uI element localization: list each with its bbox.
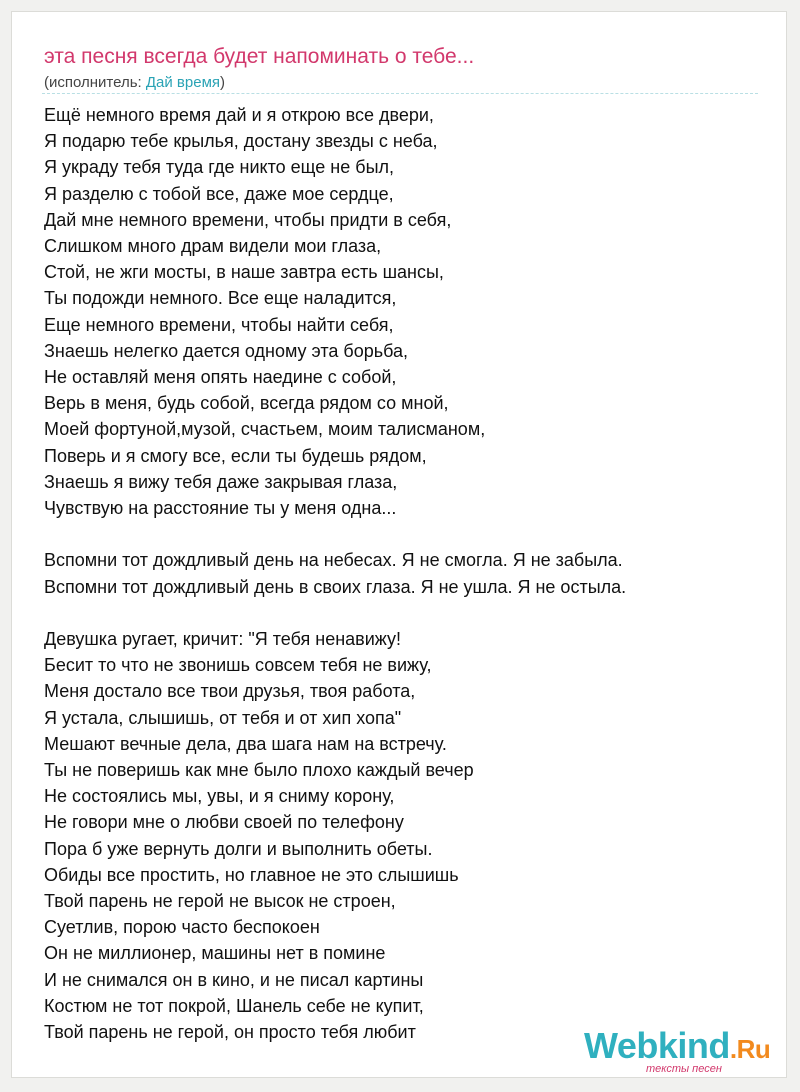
- lyrics-line: Знаешь нелегко дается одному эта борьба,: [44, 340, 408, 361]
- lyrics-line: Дай мне немного времени, чтобы придти в себя,: [44, 209, 452, 230]
- artist-link[interactable]: Дай время: [145, 74, 221, 91]
- artist-prefix: (исполнитель:: [44, 74, 146, 91]
- site-logo[interactable]: [584, 1027, 774, 1077]
- lyrics-line: Твой парень не герой, он просто тебя любит: [44, 1022, 416, 1043]
- lyrics-line: Слишком много драм видели мои глаза,: [44, 236, 382, 257]
- lyrics-line: Костюм не тот покрой, Шанель себе не купит,: [44, 995, 424, 1016]
- lyrics-line: Верь в меня, будь собой, всегда рядом со мной,: [44, 393, 449, 414]
- lyrics-line: Еще немного времени, чтобы найти себя,: [44, 314, 394, 335]
- logo-tagline: тексты песен: [646, 1063, 722, 1075]
- artist-line: [44, 73, 225, 93]
- lyrics-line: Суетлив, порою часто беспокоен: [44, 917, 320, 938]
- lyrics-stanza: [44, 626, 764, 1045]
- lyrics-line: Меня достало все твои друзья, твоя работа,: [44, 681, 416, 702]
- lyrics-line: Не оставляй меня опять наедине с собой,: [44, 367, 397, 388]
- lyrics-line: Мешают вечные дела, два шага нам на встречу.: [44, 733, 447, 754]
- lyrics-line: Моей фортуной,музой, счастьем, моим талисманом,: [44, 419, 486, 440]
- lyrics-line: Вспомни тот дождливый день на небесах. Я не смогла. Я не забыла.: [44, 550, 623, 571]
- lyrics-line: Бесит то что не звонишь совсем тебя не вижу,: [44, 655, 432, 676]
- lyrics-line: Поверь и я смогу все, если ты будешь рядом,: [44, 445, 427, 466]
- logo-main-text: Webkind: [584, 1025, 730, 1066]
- lyrics-line: Пора б уже вернуть долги и выполнить обеты.: [44, 838, 433, 859]
- lyrics-line: Он не миллионер, машины нет в помине: [44, 943, 386, 964]
- lyrics-line: Знаешь я вижу тебя даже закрывая глаза,: [44, 471, 398, 492]
- lyrics-stanza: [44, 547, 764, 599]
- lyrics-line: Я подарю тебе крылья, достану звезды с неба,: [44, 131, 438, 152]
- lyrics-line: И не снимался он в кино, и не писал картины: [44, 969, 424, 990]
- lyrics-line: Ещё немного время дай и я открою все двери,: [44, 105, 434, 125]
- lyrics-line: Чувствую на расстояние ты у меня одна...: [44, 498, 397, 519]
- logo-wordmark: [584, 1027, 770, 1068]
- dashed-divider: [42, 93, 758, 94]
- lyrics-line: Не состоялись мы, увы, и я сниму корону,: [44, 786, 395, 807]
- lyrics-line: Я украду тебя туда где никто еще не был,: [44, 157, 395, 178]
- lyrics-line: Ты подожди немного. Все еще наладится,: [44, 288, 397, 309]
- lyrics-stanza: [44, 102, 764, 521]
- lyrics-line: Не говори мне о любви своей по телефону: [44, 812, 404, 833]
- lyrics-line: Твой парень не герой не высок не строен,: [44, 891, 396, 912]
- lyrics-body: [44, 102, 764, 1071]
- song-title: эта песня всегда будет напоминать о тебе...: [44, 45, 475, 68]
- lyrics-line: Я устала, слышишь, от тебя и от хип хопа": [44, 707, 402, 728]
- lyrics-line: Обиды все простить, но главное не это слышишь: [44, 864, 459, 885]
- lyrics-line: Девушка ругает, кричит: "Я тебя ненавижу!: [44, 629, 402, 650]
- lyrics-line: Я разделю с тобой все, даже мое сердце,: [44, 183, 394, 204]
- lyrics-line: Стой, не жги мосты, в наше завтра есть шансы,: [44, 262, 444, 283]
- artist-suffix: ): [220, 74, 226, 91]
- logo-suffix-text: .Ru: [729, 1034, 771, 1064]
- lyrics-line: Ты не поверишь как мне было плохо каждый вечер: [44, 760, 474, 781]
- lyrics-line: Вспомни тот дождливый день в своих глаза. Я не ушла. Я не остыла.: [44, 576, 627, 597]
